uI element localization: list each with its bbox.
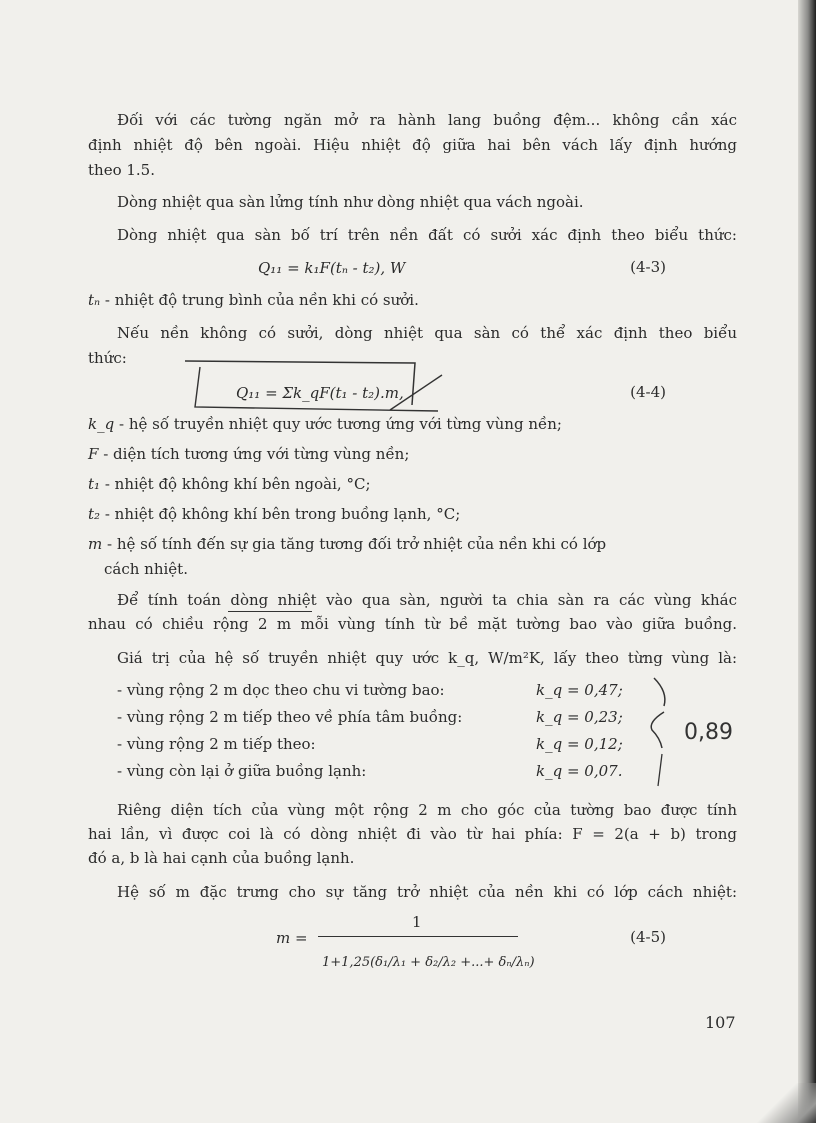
paragraph-5-line-1: Nếu nền không có sưởi, dòng nhiệt qua sàn có thể xác định theo biểu <box>117 324 737 342</box>
paragraph-3: Dòng nhiệt qua sàn bố trí trên nền đất có sưởi xác định theo biểu thức: <box>117 226 737 244</box>
definition-t1-text: - nhiệt độ không khí bên ngoài, °C; <box>104 475 371 493</box>
zone-2-value: k_q = 0,23; <box>536 708 623 726</box>
paragraph-6-line-2: nhau có chiều rộng 2 m mỗi vùng tính từ bề mặt tường bao vào giữa buồng. <box>88 615 737 633</box>
paragraph-6-line-1: Để tính toán dòng nhiệt vào qua sàn, người ta chia sàn ra các vùng khác <box>117 591 737 609</box>
page-edge-shadow <box>798 0 816 1123</box>
formula-4-3: Q₁₁ = k₁F(tₙ - t₂), W <box>258 259 406 277</box>
paragraph-1-line-1: Đối với các tường ngăn mở ra hành lang buồng đệm... không cần xác <box>117 111 737 129</box>
equation-number-4-4: (4-4) <box>630 383 666 401</box>
zone-4-label: - vùng còn lại ở giữa buồng lạnh: <box>117 762 367 780</box>
equation-number-4-3: (4-3) <box>630 258 666 276</box>
page-number: 107 <box>705 1013 736 1032</box>
equation-number-4-5: (4-5) <box>630 928 666 946</box>
zone-2-label: - vùng rộng 2 m tiếp theo về phía tâm buồng: <box>117 708 463 726</box>
definition-tn-text: nhiệt độ trung bình của nền khi có sưởi. <box>114 291 419 309</box>
symbol-kq: k_q <box>88 415 115 433</box>
page-corner-shadow <box>756 1083 816 1123</box>
paragraph-2: Dòng nhiệt qua sàn lửng tính như dòng nhiệt qua vách ngoài. <box>117 193 584 211</box>
definition-f-text: - diện tích tương ứng với từng vùng nền; <box>103 445 410 463</box>
definition-m <box>88 534 606 555</box>
definition-f <box>88 444 409 465</box>
zone-3-label: - vùng rộng 2 m tiếp theo: <box>117 735 316 753</box>
symbol-t1: t₁ <box>88 475 101 493</box>
definition-kq <box>88 414 562 435</box>
definition-tn-sep: - <box>100 291 115 309</box>
paragraph-1-line-3: theo 1.5. <box>88 161 155 179</box>
zone-1-label: - vùng rộng 2 m dọc theo chu vi tường bao: <box>117 681 445 699</box>
paragraph-5-line-2: thức: <box>88 349 127 367</box>
definition-tn <box>88 290 419 311</box>
symbol-tn: tₙ <box>88 291 101 309</box>
paragraph-7: Giá trị của hệ số truyền nhiệt quy ước k_q, W/m²K, lấy theo từng vùng là: <box>117 649 737 667</box>
definition-t1 <box>88 474 371 495</box>
fraction-bar <box>318 936 518 937</box>
definition-kq-text: - hệ số truyền nhiệt quy ước tương ứng với từng vùng nền; <box>118 415 562 433</box>
formula-4-5-denominator: 1+1,25(δ₁/λ₁ + δ₂/λ₂ +...+ δₙ/λₙ) <box>322 955 535 970</box>
paragraph-8-line-1: Riêng diện tích của vùng một rộng 2 m cho góc của tường bao được tính <box>117 801 737 819</box>
definition-t2 <box>88 504 460 525</box>
paragraph-8-line-2: hai lần, vì được coi là có dòng nhiệt đi vào từ hai phía: F = 2(a + b) trong <box>88 825 737 843</box>
handwritten-note: 0,89 <box>684 720 733 745</box>
definition-t2-text: - nhiệt độ không khí bên trong buồng lạnh, °C; <box>104 505 461 523</box>
handwritten-underline <box>228 611 312 612</box>
zone-3-value: k_q = 0,12; <box>536 735 623 753</box>
handwritten-brace <box>640 672 680 792</box>
paragraph-1-line-2: định nhiệt độ bên ngoài. Hiệu nhiệt độ giữa hai bên vách lấy định hướng <box>88 136 737 154</box>
formula-4-5-numerator: 1 <box>412 913 422 931</box>
zone-1-value: k_q = 0,47; <box>536 681 623 699</box>
paragraph-8-line-3: đó a, b là hai cạnh của buồng lạnh. <box>88 849 355 867</box>
zone-4-value: k_q = 0,07. <box>536 762 623 780</box>
symbol-t2: t₂ <box>88 505 101 523</box>
symbol-f: F <box>88 445 99 463</box>
symbol-m: m <box>88 535 103 553</box>
formula-4-5-lhs: m = <box>276 929 308 947</box>
definition-m-continued: cách nhiệt. <box>104 560 188 578</box>
definition-m-text: - hệ số tính đến sự gia tăng tương đối trở nhiệt của nền khi có lớp <box>107 535 607 553</box>
paragraph-9: Hệ số m đặc trưng cho sự tăng trở nhiệt của nền khi có lớp cách nhiệt: <box>117 883 737 901</box>
formula-4-4: Q₁₁ = Σk_qF(t₁ - t₂).m, <box>236 384 404 402</box>
